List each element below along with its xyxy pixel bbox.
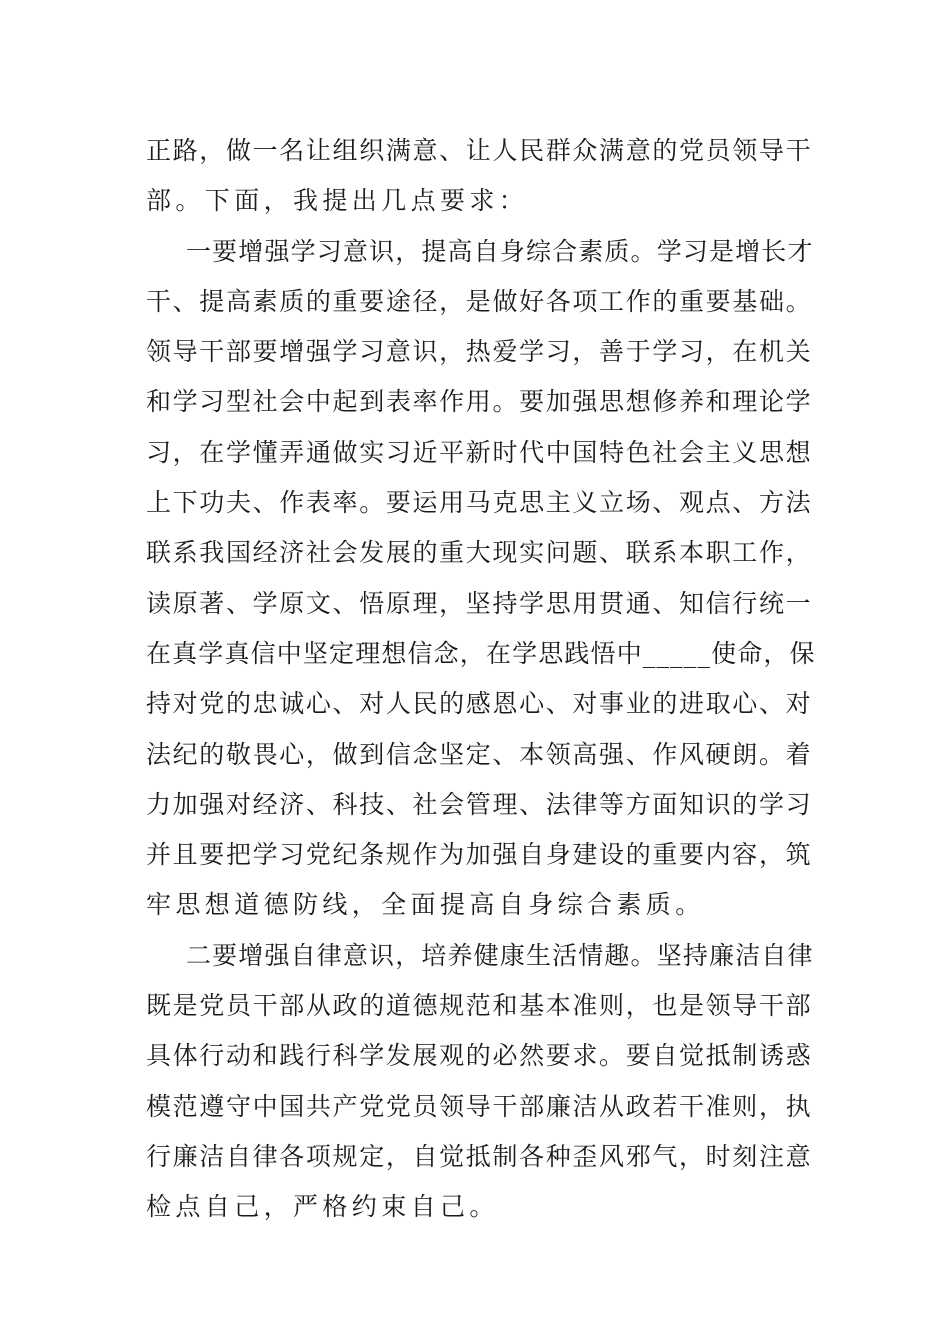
text-line: 既是党员干部从政的道德规范和基本准则，也是领导干部 [146, 991, 813, 1021]
text-line: 联系我国经济社会发展的重大现实问题、联系本职工作， [146, 538, 813, 568]
text-line: 领导干部要增强学习意识，热爱学习，善于学习，在机关 [146, 337, 813, 367]
text-line: 习，在学懂弄通做实习近平新时代中国特色社会主义思想 [146, 437, 813, 467]
text-line: 检点自己，严格约束自己。 [146, 1192, 499, 1222]
text-line: 在真学真信中坚定理想信念，在学思践悟中_____使命，保 [146, 638, 816, 668]
text-line: 具体行动和践行科学发展观的必然要求。要自觉抵制诱惑 [146, 1041, 813, 1071]
body-text [146, 126, 816, 1233]
text-line: 和学习型社会中起到表率作用。要加强思想修养和理论学 [146, 387, 813, 417]
text-line: 干、提高素质的重要途径，是做好各项工作的重要基础。 [146, 286, 813, 316]
text-line: 持对党的忠诚心、对人民的感恩心、对事业的进取心、对 [146, 689, 813, 719]
text-line: 模范遵守中国共产党党员领导干部廉洁从政若干准则，执 [146, 1091, 813, 1121]
paragraph-start-line: 二要增强自律意识，培养健康生活情趣。坚持廉洁自律 [186, 940, 814, 970]
text-line: 法纪的敬畏心，做到信念坚定、本领高强、作风硬朗。着 [146, 739, 813, 769]
paragraph-start-line: 一要增强学习意识，提高自身综合素质。学习是增长才 [186, 236, 814, 266]
text-line: 部。下面，我提出几点要求： [146, 186, 529, 216]
text-line: 正路，做一名让组织满意、让人民群众满意的党员领导干 [146, 136, 813, 165]
text-line: 上下功夫、作表率。要运用马克思主义立场、观点、方法 [146, 488, 813, 518]
text-line: 牢思想道德防线，全面提高自身综合素质。 [146, 890, 705, 920]
text-line: 行廉洁自律各项规定，自觉抵制各种歪风邪气，时刻注意 [146, 1141, 813, 1171]
text-line: 读原著、学原文、悟原理，坚持学思用贯通、知信行统一 [146, 588, 813, 618]
text-line: 力加强对经济、科技、社会管理、法律等方面知识的学习 [146, 789, 813, 819]
text-line: 并且要把学习党纪条规作为加强自身建设的重要内容，筑 [146, 840, 813, 870]
